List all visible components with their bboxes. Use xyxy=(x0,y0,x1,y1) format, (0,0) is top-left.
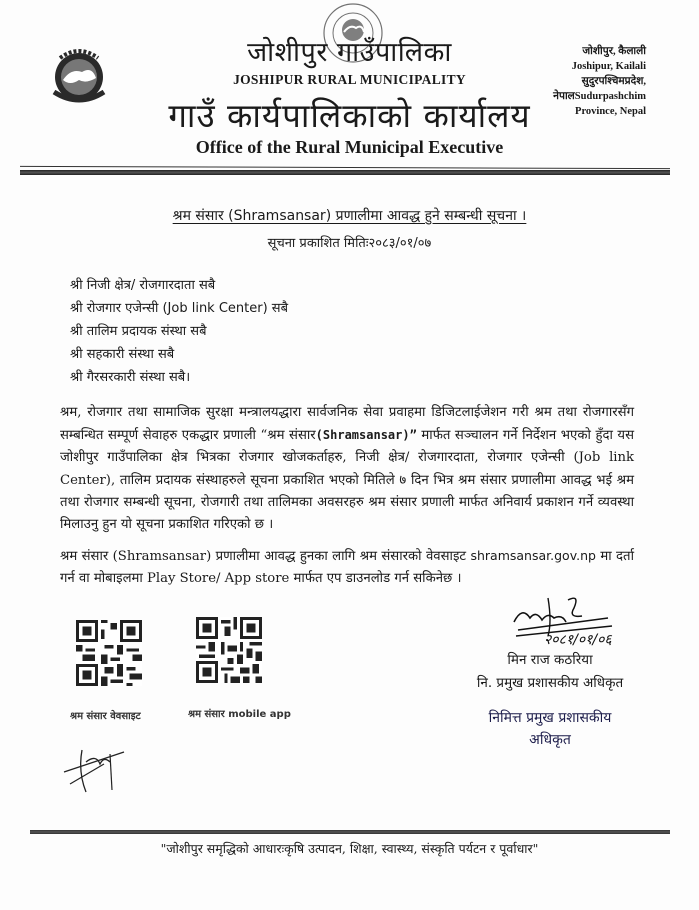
body-paragraph-2 xyxy=(60,545,634,590)
address-line: जोशीपुर, कैलाली xyxy=(582,46,646,57)
qr-label-mobile-app: श्रम संसार mobile app xyxy=(188,709,291,720)
recipient-item: श्री गैरसरकारी संस्था सबै। xyxy=(70,370,191,385)
signature-date: २०८१/०१/०६ xyxy=(544,632,612,648)
recipient-item: श्री सहकारी संस्था सबै xyxy=(70,347,175,362)
signer-title: नि. प्रमुख प्रशासकीय अधिकृत xyxy=(476,675,624,691)
address-line: नेपालSudurpashchim xyxy=(553,91,646,102)
paragraph-text: मा दर्ता गर्न वा मोबाइलमा Play Store/ App store मार्फत एप डाउनलोड गर्न सकिनेछ । xyxy=(60,549,634,587)
footer-motto: "जोशीपुर समृद्धिको आधारःकृषि उत्पादन, शिक्षा, स्वास्थ्य, संस्कृति पर्यटन र पूर्वाधार" xyxy=(160,841,539,856)
body-paragraph-1 xyxy=(60,402,634,536)
office-name-nepali: गाउँ कार्यपालिकाको कार्यालय xyxy=(168,96,531,135)
address-line: सुदुरपश्चिमप्रदेश, xyxy=(581,76,646,87)
official-stamp-line-1: निमित्त प्रमुख प्रशासकीय xyxy=(488,710,612,726)
header-divider-thin xyxy=(20,166,670,169)
recipient-item: श्री निजी क्षेत्र/ रोजगारदाता सबै xyxy=(70,278,216,293)
recipient-item: श्री तालिम प्रदायक संस्था सबै xyxy=(70,324,207,339)
official-stamp-line-2: अधिकृत xyxy=(529,732,571,748)
notice-date: सूचना प्रकाशित मितिः२०८३/०१/०७ xyxy=(267,236,432,251)
recipient-list xyxy=(70,274,288,389)
header-divider-thick xyxy=(20,170,670,175)
qr-label-website: श्रम संसार वेवसाइट xyxy=(70,711,141,722)
paragraph-text: मार्फत सञ्चालन गर्ने निर्देशन भएको हुँदा यस जोशीपुर गाउँपालिका क्षेत्र भित्रका रोजगार खोजकर्ताहरु, निजी क्षेत्र/ रोजगारदाता, रोजगार एजेन्सी (Job link Center), तालिम प्रदायक संस्थाहरुले सूचना प्रकाशित भएको मितिले ७ दिन भित्र श्रम संसार प्रणालीमा आवद्ध भई श्रम तथा रोजगार सम्बन्धी सूचना, रोजगारी तथा तालिमका अवसरहरु श्रम संसार प्रणाली मार्फत अनिवार्य प्रकाशन गर्ने व्यवस्था मिलाउनु हुन यो सूचना प्रकाशित गरिएको छ । xyxy=(60,428,634,533)
notice-subject xyxy=(0,206,699,225)
recipient-item: श्री रोजगार एजेन्सी (Job link Center) सबै xyxy=(70,301,289,316)
footer-divider xyxy=(30,830,670,834)
shramsansar-brand-text: (Shramsansar)” xyxy=(315,428,417,443)
notice-subject-text: श्रम संसार (Shramsansar) प्रणालीमा आवद्ध हुने सम्बन्धी सूचना । xyxy=(172,208,527,224)
office-address xyxy=(546,44,646,119)
office-name-english: Office of the Rural Municipal Executive xyxy=(195,137,504,157)
signer-name: मिन राज कठरिया xyxy=(507,652,593,668)
municipality-name-english: JOSHIPUR RURAL MUNICIPALITY xyxy=(233,72,466,87)
handwritten-signature xyxy=(508,592,648,652)
qr-code-icon[interactable] xyxy=(76,620,142,686)
paragraph-text: श्रम संसार (Shramsansar) प्रणालीमा आवद्ध हुनका लागि श्रम संसारको वेवसाइट xyxy=(60,549,471,564)
address-line: Province, Nepal xyxy=(575,106,646,117)
qr-code-icon[interactable] xyxy=(196,617,262,683)
address-line: Joshipur, Kailali xyxy=(571,61,646,72)
website-link[interactable]: shramsansar.gov.np xyxy=(470,548,596,563)
municipality-name-nepali: जोशीपुर गाउँपालिका xyxy=(247,37,452,68)
paragraph-text: श्रम, रोजगार तथा सामाजिक सुरक्षा मन्त्रालयद्धारा सार्वजनिक सेवा प्रवाहमा डिजिटलाईजेशन गरी श्रम तथा रोजगारसँग सम्बन्धित सम्पूर्ण सेवाहरु एकद्धार प्रणाली “श्रम संसार xyxy=(60,405,634,444)
initial-signature xyxy=(60,742,130,802)
